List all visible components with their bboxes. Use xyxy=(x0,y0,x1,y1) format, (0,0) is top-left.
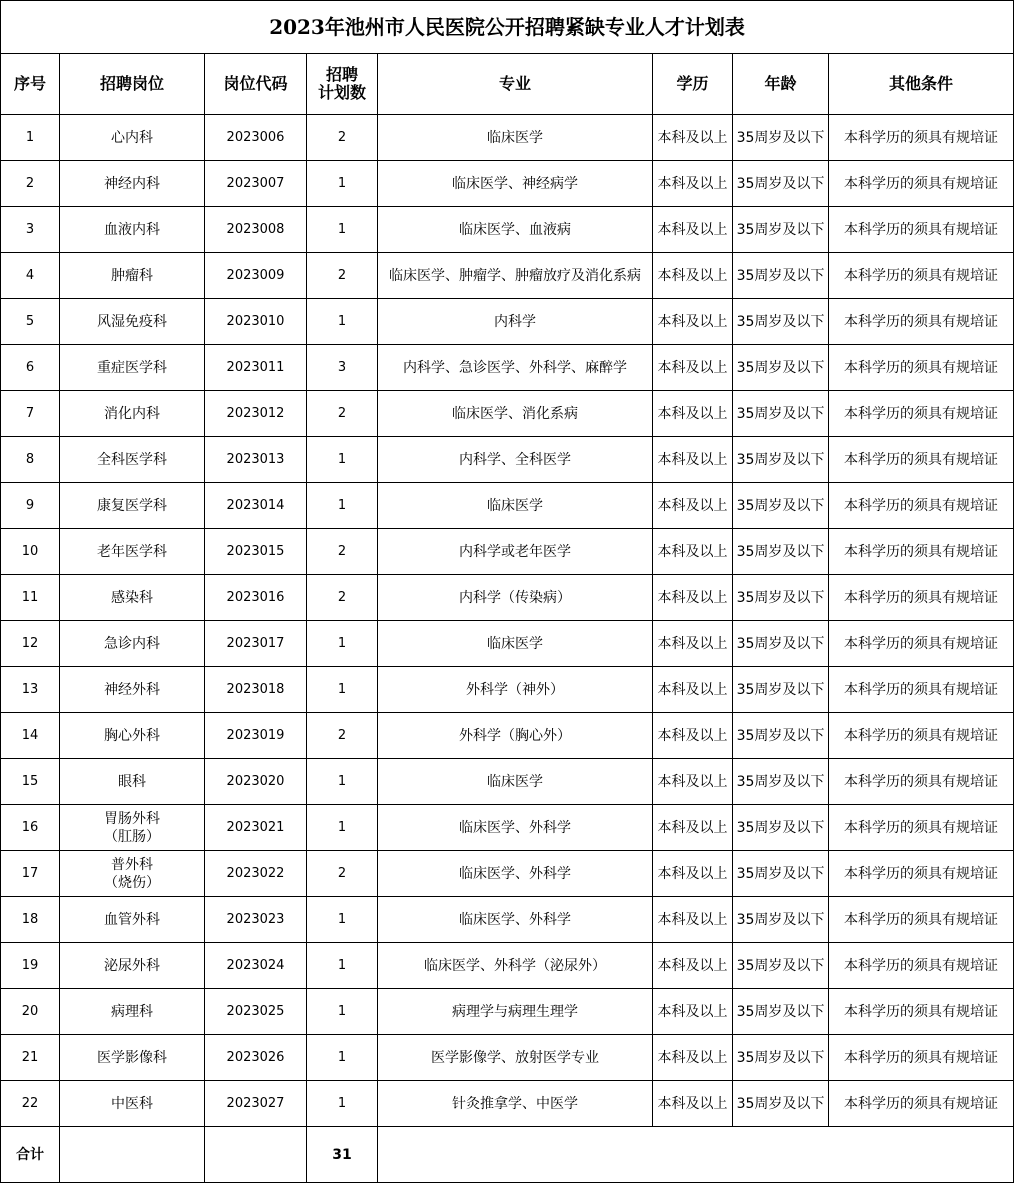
cell-plan: 2 xyxy=(307,115,378,161)
cell-seq: 3 xyxy=(1,207,60,253)
table-row xyxy=(1,713,1014,759)
cell-position: 全科医学科 xyxy=(60,437,205,483)
cell-plan: 2 xyxy=(307,391,378,437)
table-row xyxy=(1,115,1014,161)
cell-position: 血管外科 xyxy=(60,897,205,943)
cell-code: 2023021 xyxy=(205,805,307,851)
cell-position-line1: 普外科 xyxy=(111,856,153,873)
cell-seq: 11 xyxy=(1,575,60,621)
cell-position: 心内科 xyxy=(60,115,205,161)
table-row xyxy=(1,621,1014,667)
cell-other: 本科学历的须具有规培证 xyxy=(829,299,1014,345)
cell-major: 内科学（传染病） xyxy=(378,575,653,621)
cell-major: 病理学与病理生理学 xyxy=(378,989,653,1035)
cell-seq: 6 xyxy=(1,345,60,391)
cell-education: 本科及以上 xyxy=(653,575,733,621)
header-other: 其他条件 xyxy=(829,54,1014,115)
cell-other: 本科学历的须具有规培证 xyxy=(829,989,1014,1035)
cell-major: 临床医学、外科学（泌尿外） xyxy=(378,943,653,989)
cell-age: 35周岁及以下 xyxy=(733,207,829,253)
cell-education: 本科及以上 xyxy=(653,943,733,989)
header-seq: 序号 xyxy=(1,54,60,115)
cell-position: 医学影像科 xyxy=(60,1035,205,1081)
cell-major: 临床医学 xyxy=(378,115,653,161)
cell-other: 本科学历的须具有规培证 xyxy=(829,1081,1014,1127)
cell-major: 临床医学 xyxy=(378,483,653,529)
cell-code: 2023013 xyxy=(205,437,307,483)
cell-seq: 14 xyxy=(1,713,60,759)
table-row xyxy=(1,1035,1014,1081)
cell-seq: 5 xyxy=(1,299,60,345)
cell-major: 外科学（神外） xyxy=(378,667,653,713)
table-row xyxy=(1,161,1014,207)
cell-seq: 19 xyxy=(1,943,60,989)
cell-plan: 2 xyxy=(307,575,378,621)
cell-age: 35周岁及以下 xyxy=(733,805,829,851)
cell-age: 35周岁及以下 xyxy=(733,345,829,391)
cell-seq: 18 xyxy=(1,897,60,943)
cell-age: 35周岁及以下 xyxy=(733,391,829,437)
table-row xyxy=(1,207,1014,253)
cell-code: 2023010 xyxy=(205,299,307,345)
cell-code: 2023018 xyxy=(205,667,307,713)
cell-code: 2023008 xyxy=(205,207,307,253)
cell-education: 本科及以上 xyxy=(653,483,733,529)
cell-position: 泌尿外科 xyxy=(60,943,205,989)
cell-position-line1: 胃肠外科 xyxy=(104,810,160,827)
cell-other: 本科学历的须具有规培证 xyxy=(829,897,1014,943)
cell-plan: 2 xyxy=(307,713,378,759)
cell-position: 病理科 xyxy=(60,989,205,1035)
cell-age: 35周岁及以下 xyxy=(733,759,829,805)
cell-other: 本科学历的须具有规培证 xyxy=(829,207,1014,253)
cell-education: 本科及以上 xyxy=(653,345,733,391)
cell-age: 35周岁及以下 xyxy=(733,437,829,483)
cell-major: 内科学、全科医学 xyxy=(378,437,653,483)
cell-other: 本科学历的须具有规培证 xyxy=(829,805,1014,851)
header-plan-line2: 计划数 xyxy=(317,83,366,102)
cell-age: 35周岁及以下 xyxy=(733,483,829,529)
cell-age: 35周岁及以下 xyxy=(733,621,829,667)
total-label: 合计 xyxy=(1,1127,60,1183)
cell-position: 胸心外科 xyxy=(60,713,205,759)
table-body xyxy=(1,115,1014,1127)
cell-other: 本科学历的须具有规培证 xyxy=(829,161,1014,207)
cell-major: 临床医学、神经病学 xyxy=(378,161,653,207)
cell-code: 2023016 xyxy=(205,575,307,621)
cell-major: 内科学、急诊医学、外科学、麻醉学 xyxy=(378,345,653,391)
cell-position: 消化内科 xyxy=(60,391,205,437)
cell-education: 本科及以上 xyxy=(653,1081,733,1127)
cell-education: 本科及以上 xyxy=(653,621,733,667)
header-major: 专业 xyxy=(378,54,653,115)
cell-code: 2023006 xyxy=(205,115,307,161)
header-age: 年龄 xyxy=(733,54,829,115)
cell-other: 本科学历的须具有规培证 xyxy=(829,391,1014,437)
cell-position: 血液内科 xyxy=(60,207,205,253)
cell-major: 医学影像学、放射医学专业 xyxy=(378,1035,653,1081)
table-title: 2023年池州市人民医院公开招聘紧缺专业人才计划表 xyxy=(1,1,1014,54)
cell-age: 35周岁及以下 xyxy=(733,115,829,161)
cell-seq: 22 xyxy=(1,1081,60,1127)
cell-age: 35周岁及以下 xyxy=(733,575,829,621)
cell-age: 35周岁及以下 xyxy=(733,1035,829,1081)
cell-code: 2023023 xyxy=(205,897,307,943)
cell-plan: 1 xyxy=(307,1035,378,1081)
header-position: 招聘岗位 xyxy=(60,54,205,115)
cell-position: 神经内科 xyxy=(60,161,205,207)
cell-major: 临床医学 xyxy=(378,759,653,805)
header-code: 岗位代码 xyxy=(205,54,307,115)
cell-code: 2023027 xyxy=(205,1081,307,1127)
cell-age: 35周岁及以下 xyxy=(733,161,829,207)
cell-code: 2023026 xyxy=(205,1035,307,1081)
cell-education: 本科及以上 xyxy=(653,759,733,805)
table-row xyxy=(1,253,1014,299)
cell-position: 老年医学科 xyxy=(60,529,205,575)
cell-seq: 1 xyxy=(1,115,60,161)
table-row xyxy=(1,391,1014,437)
total-plan: 31 xyxy=(307,1127,378,1183)
cell-other: 本科学历的须具有规培证 xyxy=(829,575,1014,621)
table-row xyxy=(1,345,1014,391)
cell-major: 临床医学、外科学 xyxy=(378,851,653,897)
cell-code: 2023024 xyxy=(205,943,307,989)
cell-education: 本科及以上 xyxy=(653,713,733,759)
table-row xyxy=(1,575,1014,621)
cell-other: 本科学历的须具有规培证 xyxy=(829,667,1014,713)
cell-education: 本科及以上 xyxy=(653,115,733,161)
cell-position-line2: （肛肠） xyxy=(104,828,160,845)
cell-seq: 21 xyxy=(1,1035,60,1081)
cell-major: 临床医学、肿瘤学、肿瘤放疗及消化系病 xyxy=(378,253,653,299)
cell-major: 临床医学、消化系病 xyxy=(378,391,653,437)
cell-plan: 1 xyxy=(307,805,378,851)
cell-seq: 2 xyxy=(1,161,60,207)
cell-code: 2023014 xyxy=(205,483,307,529)
cell-code: 2023011 xyxy=(205,345,307,391)
total-empty-position xyxy=(60,1127,205,1183)
cell-position-line2: （烧伤） xyxy=(104,874,160,891)
table-row xyxy=(1,897,1014,943)
table-row xyxy=(1,667,1014,713)
cell-age: 35周岁及以下 xyxy=(733,299,829,345)
cell-major: 临床医学、外科学 xyxy=(378,805,653,851)
cell-major: 外科学（胸心外） xyxy=(378,713,653,759)
cell-plan: 1 xyxy=(307,161,378,207)
cell-age: 35周岁及以下 xyxy=(733,851,829,897)
cell-other: 本科学历的须具有规培证 xyxy=(829,713,1014,759)
cell-age: 35周岁及以下 xyxy=(733,529,829,575)
cell-seq: 15 xyxy=(1,759,60,805)
header-plan-line1: 招聘 xyxy=(325,65,358,84)
cell-major: 临床医学、血液病 xyxy=(378,207,653,253)
cell-other: 本科学历的须具有规培证 xyxy=(829,943,1014,989)
cell-education: 本科及以上 xyxy=(653,897,733,943)
cell-plan: 1 xyxy=(307,299,378,345)
cell-position: 重症医学科 xyxy=(60,345,205,391)
cell-seq: 4 xyxy=(1,253,60,299)
cell-code: 2023020 xyxy=(205,759,307,805)
cell-position: 急诊内科 xyxy=(60,621,205,667)
table-row xyxy=(1,299,1014,345)
table-row xyxy=(1,805,1014,851)
cell-seq: 9 xyxy=(1,483,60,529)
cell-code: 2023025 xyxy=(205,989,307,1035)
cell-seq: 8 xyxy=(1,437,60,483)
cell-plan: 1 xyxy=(307,897,378,943)
cell-position: 眼科 xyxy=(60,759,205,805)
cell-age: 35周岁及以下 xyxy=(733,667,829,713)
cell-age: 35周岁及以下 xyxy=(733,897,829,943)
cell-plan: 1 xyxy=(307,483,378,529)
cell-education: 本科及以上 xyxy=(653,1035,733,1081)
cell-position: 感染科 xyxy=(60,575,205,621)
cell-major: 临床医学 xyxy=(378,621,653,667)
cell-seq: 17 xyxy=(1,851,60,897)
cell-education: 本科及以上 xyxy=(653,391,733,437)
cell-seq: 12 xyxy=(1,621,60,667)
cell-code: 2023007 xyxy=(205,161,307,207)
cell-age: 35周岁及以下 xyxy=(733,713,829,759)
cell-plan: 1 xyxy=(307,989,378,1035)
cell-other: 本科学历的须具有规培证 xyxy=(829,345,1014,391)
table-row xyxy=(1,437,1014,483)
cell-major: 针灸推拿学、中医学 xyxy=(378,1081,653,1127)
cell-plan: 2 xyxy=(307,253,378,299)
cell-plan: 2 xyxy=(307,851,378,897)
cell-education: 本科及以上 xyxy=(653,161,733,207)
cell-age: 35周岁及以下 xyxy=(733,1081,829,1127)
cell-other: 本科学历的须具有规培证 xyxy=(829,115,1014,161)
cell-education: 本科及以上 xyxy=(653,805,733,851)
cell-education: 本科及以上 xyxy=(653,253,733,299)
cell-seq: 13 xyxy=(1,667,60,713)
cell-other: 本科学历的须具有规培证 xyxy=(829,759,1014,805)
cell-plan: 1 xyxy=(307,621,378,667)
cell-position xyxy=(60,851,205,897)
cell-major: 内科学或老年医学 xyxy=(378,529,653,575)
cell-code: 2023015 xyxy=(205,529,307,575)
cell-plan: 1 xyxy=(307,667,378,713)
table-row xyxy=(1,529,1014,575)
total-empty-rest xyxy=(378,1127,1014,1183)
cell-education: 本科及以上 xyxy=(653,207,733,253)
cell-education: 本科及以上 xyxy=(653,667,733,713)
cell-education: 本科及以上 xyxy=(653,529,733,575)
table-row xyxy=(1,483,1014,529)
cell-age: 35周岁及以下 xyxy=(733,943,829,989)
header-row xyxy=(1,54,1014,115)
cell-seq: 10 xyxy=(1,529,60,575)
cell-other: 本科学历的须具有规培证 xyxy=(829,621,1014,667)
header-education: 学历 xyxy=(653,54,733,115)
cell-other: 本科学历的须具有规培证 xyxy=(829,851,1014,897)
cell-plan: 1 xyxy=(307,943,378,989)
cell-education: 本科及以上 xyxy=(653,299,733,345)
cell-seq: 16 xyxy=(1,805,60,851)
cell-age: 35周岁及以下 xyxy=(733,989,829,1035)
cell-major: 内科学 xyxy=(378,299,653,345)
cell-position xyxy=(60,805,205,851)
cell-code: 2023009 xyxy=(205,253,307,299)
cell-education: 本科及以上 xyxy=(653,989,733,1035)
cell-position: 康复医学科 xyxy=(60,483,205,529)
cell-code: 2023019 xyxy=(205,713,307,759)
cell-code: 2023012 xyxy=(205,391,307,437)
cell-education: 本科及以上 xyxy=(653,851,733,897)
total-empty-code xyxy=(205,1127,307,1183)
table-row xyxy=(1,759,1014,805)
cell-code: 2023022 xyxy=(205,851,307,897)
cell-other: 本科学历的须具有规培证 xyxy=(829,253,1014,299)
total-row xyxy=(1,1127,1014,1183)
table-row xyxy=(1,943,1014,989)
table-row xyxy=(1,989,1014,1035)
cell-seq: 7 xyxy=(1,391,60,437)
cell-plan: 2 xyxy=(307,529,378,575)
cell-plan: 1 xyxy=(307,759,378,805)
cell-position: 神经外科 xyxy=(60,667,205,713)
cell-position: 肿瘤科 xyxy=(60,253,205,299)
table-row xyxy=(1,1081,1014,1127)
cell-code: 2023017 xyxy=(205,621,307,667)
cell-other: 本科学历的须具有规培证 xyxy=(829,1035,1014,1081)
cell-position: 中医科 xyxy=(60,1081,205,1127)
header-plan xyxy=(307,54,378,115)
cell-other: 本科学历的须具有规培证 xyxy=(829,437,1014,483)
cell-education: 本科及以上 xyxy=(653,437,733,483)
cell-age: 35周岁及以下 xyxy=(733,253,829,299)
cell-seq: 20 xyxy=(1,989,60,1035)
table-row xyxy=(1,851,1014,897)
cell-other: 本科学历的须具有规培证 xyxy=(829,529,1014,575)
cell-plan: 3 xyxy=(307,345,378,391)
cell-plan: 1 xyxy=(307,1081,378,1127)
cell-other: 本科学历的须具有规培证 xyxy=(829,483,1014,529)
cell-position: 风湿免疫科 xyxy=(60,299,205,345)
cell-major: 临床医学、外科学 xyxy=(378,897,653,943)
cell-plan: 1 xyxy=(307,207,378,253)
cell-plan: 1 xyxy=(307,437,378,483)
